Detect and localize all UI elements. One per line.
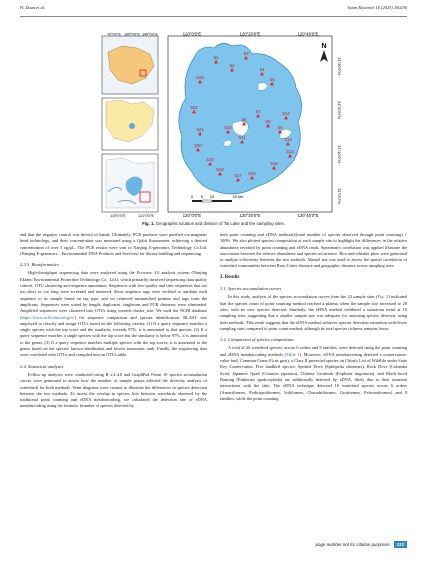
site-label: S17	[234, 173, 242, 178]
lon-tick-label: 120°0'0"E	[182, 213, 202, 218]
scale-label: 20 km	[232, 194, 244, 199]
running-journal: Avian Research 16 (2025) 100236	[347, 5, 407, 10]
site-label: S7	[255, 109, 261, 114]
lat-tick-label: 31°20'0"N	[337, 101, 342, 119]
inset-lon-tick: 119°0'0"E	[110, 214, 126, 218]
tai-lake	[179, 43, 302, 194]
lon-tick-label: 120°40'0"E	[297, 213, 319, 218]
caption-label: Fig. 1.	[142, 221, 155, 226]
scale-label: 5	[200, 194, 204, 199]
right-column	[220, 232, 407, 402]
site-label: S19	[206, 157, 214, 162]
site-label: S21	[196, 127, 204, 132]
site-label: S2	[229, 63, 235, 68]
site-label: S3	[243, 51, 249, 56]
lat-tick-label: 31°10'0"N	[337, 145, 342, 163]
paragraph: both point counting and eDNA methods)/(total number of species observed through point counting) × 100%. We also plotted species composition at each sample site to highlight the differences in the relative abundance revealed by point counting and eDNA reads. Spearman's correlation was applied illustrate the association between the relative abundance and species occurrence. Box-and-whisker plots were generated to analyze α-diversity between the two methods. Mantel test was used to assess the spatial correlation of waterbird communities between Bray-Curtis distance and geographic distance across sampling sites.	[220, 232, 407, 269]
lon-tick-label: 120°20'0"E	[239, 32, 261, 37]
lon-tick-label: 120°20'0"E	[239, 213, 261, 218]
left-column	[20, 232, 207, 410]
site-label: S18	[216, 167, 224, 172]
site-label: S22	[190, 105, 198, 110]
site-label: S6	[241, 117, 247, 122]
figure-map	[82, 32, 347, 218]
site-label: S11	[238, 135, 246, 140]
section-heading: 2.4. Statistical analyses	[20, 363, 64, 369]
lat-tick-label: 31°0'0"N	[337, 188, 342, 204]
section-heading: 3.2. Comparison of species composition	[220, 337, 294, 343]
figure-caption	[0, 221, 427, 226]
inset-lon-tick: 70°0'0"E	[107, 32, 121, 37]
table1-link[interactable]: Table 1	[286, 351, 300, 357]
site-label: S5	[269, 77, 275, 82]
site-label: S14	[286, 149, 294, 154]
site-label: S9	[277, 125, 283, 130]
paragraph: and that the negative control was devoid of bands. Ultimately, PCR products were purified via magnetic bead technology, and their concentration was measured using a Qubit fluorometer, achieving a desired concentration of over 3 ng/μL. The PCR results were sent to Nanjing E-genomics Technology Co.Ltd. (Nanjing E-genomics – Environmental DNA Products and Services) for library building and sequencing.	[20, 232, 207, 256]
lat-tick-label: 31°30'0"N	[337, 57, 342, 75]
site-label: S12	[282, 111, 290, 116]
caption-text: Geographic location and division of Tai Lake and the sampling sites.	[155, 221, 285, 226]
section-heading: 3.1. Species accumulation curves	[220, 286, 282, 292]
page-number: 223	[394, 541, 407, 548]
site-label: S16	[248, 171, 256, 176]
site-label: S8	[265, 119, 271, 124]
lon-tick-label: 120°0'0"E	[182, 32, 202, 37]
site-label: S15	[270, 161, 278, 166]
fig2-link[interactable]: Fig. 2	[377, 294, 389, 300]
section-heading: 3. Results	[220, 274, 240, 280]
footer-note: page number not for citation purposes	[315, 542, 390, 547]
north-label: N	[321, 43, 327, 50]
inset-lon-tick: 140°0'0"E	[142, 32, 158, 37]
scale-label: 0	[190, 194, 194, 199]
site-label: S4	[259, 67, 265, 72]
page-header	[20, 5, 407, 17]
site-label: S23	[196, 75, 204, 80]
paragraph: A total of 26 waterbird species, across 6 orders and 8 families, were detected using the point counting and eDNA metabarcoding methods (Table 1). Moreover, eDNA metabarcoding detected a conservation-value bird, Common Crane (Grus grus), a Class II protected species on China's List of Wildlife under State Key Conservation. Five landbird species: Spotted Dove (Spilopelia chinensis), Rock Dove (Columba livia), Japanese Quail (Coturnix japonica), Chinese Grosbeak (Eophona migratoria), and Black-faced Bunting (Emberiza spodocephala) are additionally detected by eDNA, likely due to their transient interactions with the lake. The eDNA technique detected 16 waterbird species across 6 orders (Anseriformes, Podicipediformes, Suliformes, Charadriiformes, Gruiformes, Pelecaniformes) and 9 families, while the point counting	[220, 345, 407, 401]
paragraph: Follow-up analyses were conducted using R v.4.4.0 and GraphPad Prism 10 species accumulation curves were generated to assess how the number of sample points affected the diversity analysis of waterbirds for both methods. Venn diagrams were created to illustrate the differences in species detection between the two methods. To assess the overlap in species lists between waterbirds observed by the traditional point counting and eDNA metabarcoding, we calculated the detection rate of eDNA metabarcoding using the formula: (number of species detected by	[20, 371, 207, 409]
paragraph: High-throughput sequencing data were analyzed using the Ecoview 3.0 analysis system (Nanjing Ekinno Environmental Protection Technology Co., Ltd.), which primarily involved sequencing data quality control, OTU clustering and sequence annotation. Sequences with low quality and trim sequences that are too short or too long were screened and removed. Short sequence tags were verified to attribute each sequence to its sample based on tag type, and we removed mismatched primers and tags from the amplicons. Sequences were sorted by length, duplicates, singletons and PCR chimeras were eliminated. Amplified sequences were clustered into OTUs using vsearch-cluster_size. We used the NCBI database (https://www.ncbi.nlm.nih.gov/) for sequence comparison and species identification. BLAST was employed to classify and assign OTUs based on the following criteria: (1) If a query sequence matches a single species with the top score and the similarity exceeds 97%, it is annotated to that species; (2) If a query sequence matches a single species with the top score but the similarity is below 97%, it is annotated to the genus; (3) If a query sequence matches multiple species with the top scores, it is annotated to the genus based on the species' known distribution and lowest taxonomic rank. Finally, the sequencing data were correlated with OTUs and compiled into an OTUs table.	[20, 270, 207, 358]
site-label: S10	[224, 125, 232, 130]
site-label: S20	[194, 143, 202, 148]
inset-lon-tick: 100°0'0"E	[124, 32, 140, 37]
running-authors: H. Duan et al.	[20, 5, 45, 10]
map-svg	[82, 32, 347, 218]
ncbi-link[interactable]: https://www.ncbi.nlm.nih.gov/	[21, 314, 75, 320]
page-footer	[316, 541, 407, 548]
scale-label: 10	[209, 194, 215, 199]
inset-lon-tick: 121°0'0"E	[138, 214, 154, 218]
inset-lake-dot	[129, 123, 135, 129]
site-label: S1	[213, 55, 219, 60]
site-label: S13	[284, 137, 292, 142]
lon-tick-label: 120°40'0"E	[297, 32, 319, 37]
section-heading: 2.3.3. Bioinformatics	[20, 262, 59, 268]
paragraph: In this study, analysis of the species accumulation curves from the 23 sample sites (Fig. 2) indicated that the species count of point counting method reached a plateau when the sample size increased to 20 sites, with no new species detected. Similarly, the eDNA method exhibited a saturation trend at 10 sampling sites, suggesting that a smaller sample size was adequate for assessing species diversity using both methods. This result suggests that the eDNA method achieves species detection saturation with fewer sampling sites compared to point count method, although its total species richness remains lower.	[220, 294, 408, 331]
